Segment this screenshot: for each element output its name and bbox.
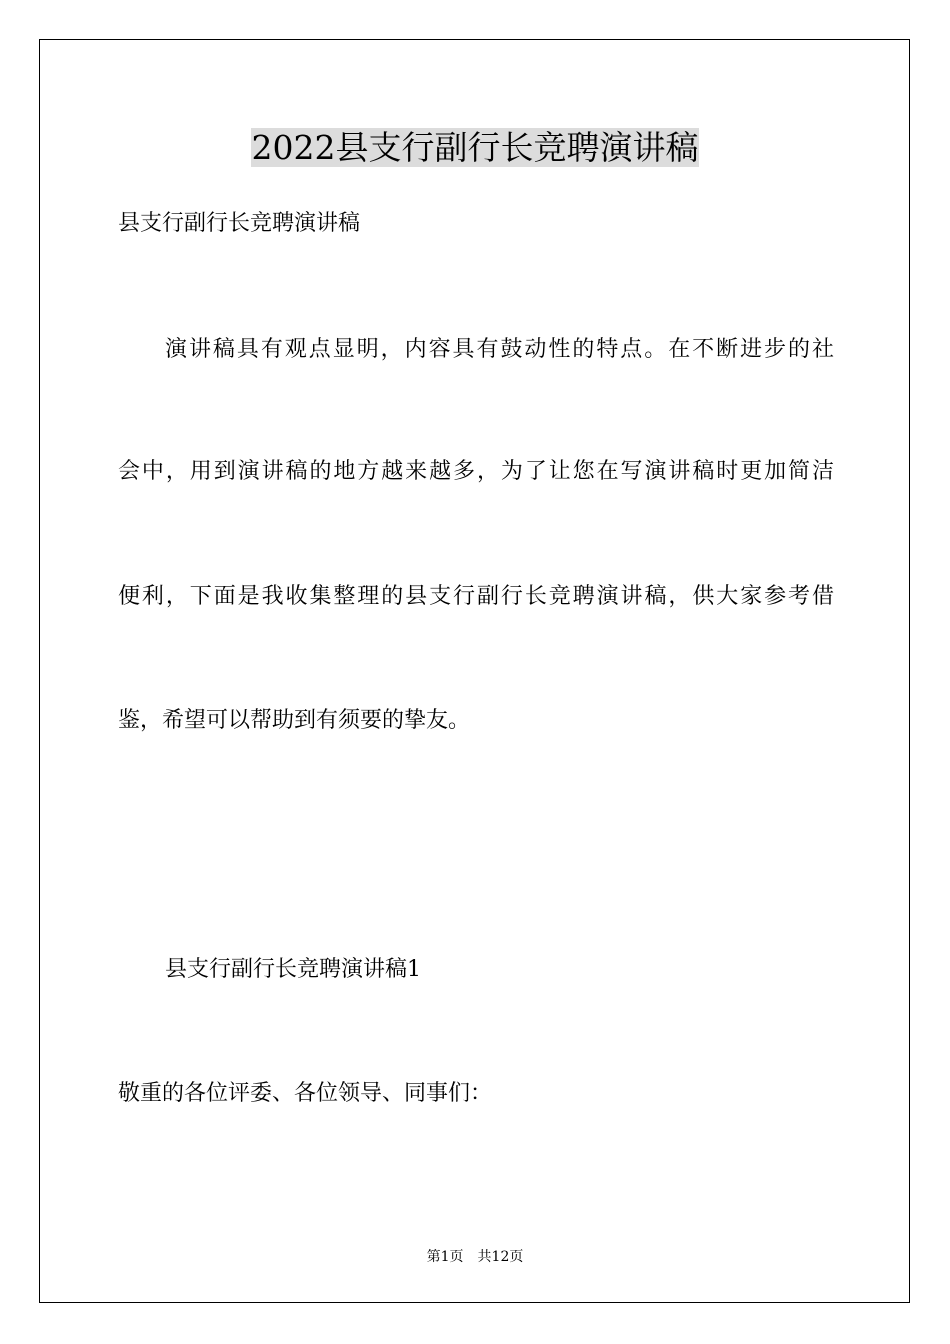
intro-line-1: 演讲稿具有观点显明，内容具有鼓动性的特点。在不断进步的社	[165, 337, 834, 362]
document-title-text: 2022县支行副行长竞聘演讲稿	[251, 128, 699, 167]
document-subtitle: 县支行副行长竞聘演讲稿	[118, 211, 361, 236]
page-footer	[0, 1247, 950, 1267]
page-total: 共12页	[477, 1249, 524, 1265]
intro-line-2: 会中，用到演讲稿的地方越来越多，为了让您在写演讲稿时更加简洁	[118, 459, 834, 484]
salutation: 敬重的各位评委、各位领导、同事们：	[118, 1081, 493, 1106]
intro-line-4: 鉴，希望可以帮助到有须要的挚友。	[118, 708, 471, 733]
section-heading: 县支行副行长竞聘演讲稿1	[165, 957, 421, 982]
page-number: 第1页	[426, 1249, 464, 1265]
intro-line-3: 便利，下面是我收集整理的县支行副行长竞聘演讲稿，供大家参考借	[118, 584, 834, 609]
document-title	[0, 126, 950, 170]
